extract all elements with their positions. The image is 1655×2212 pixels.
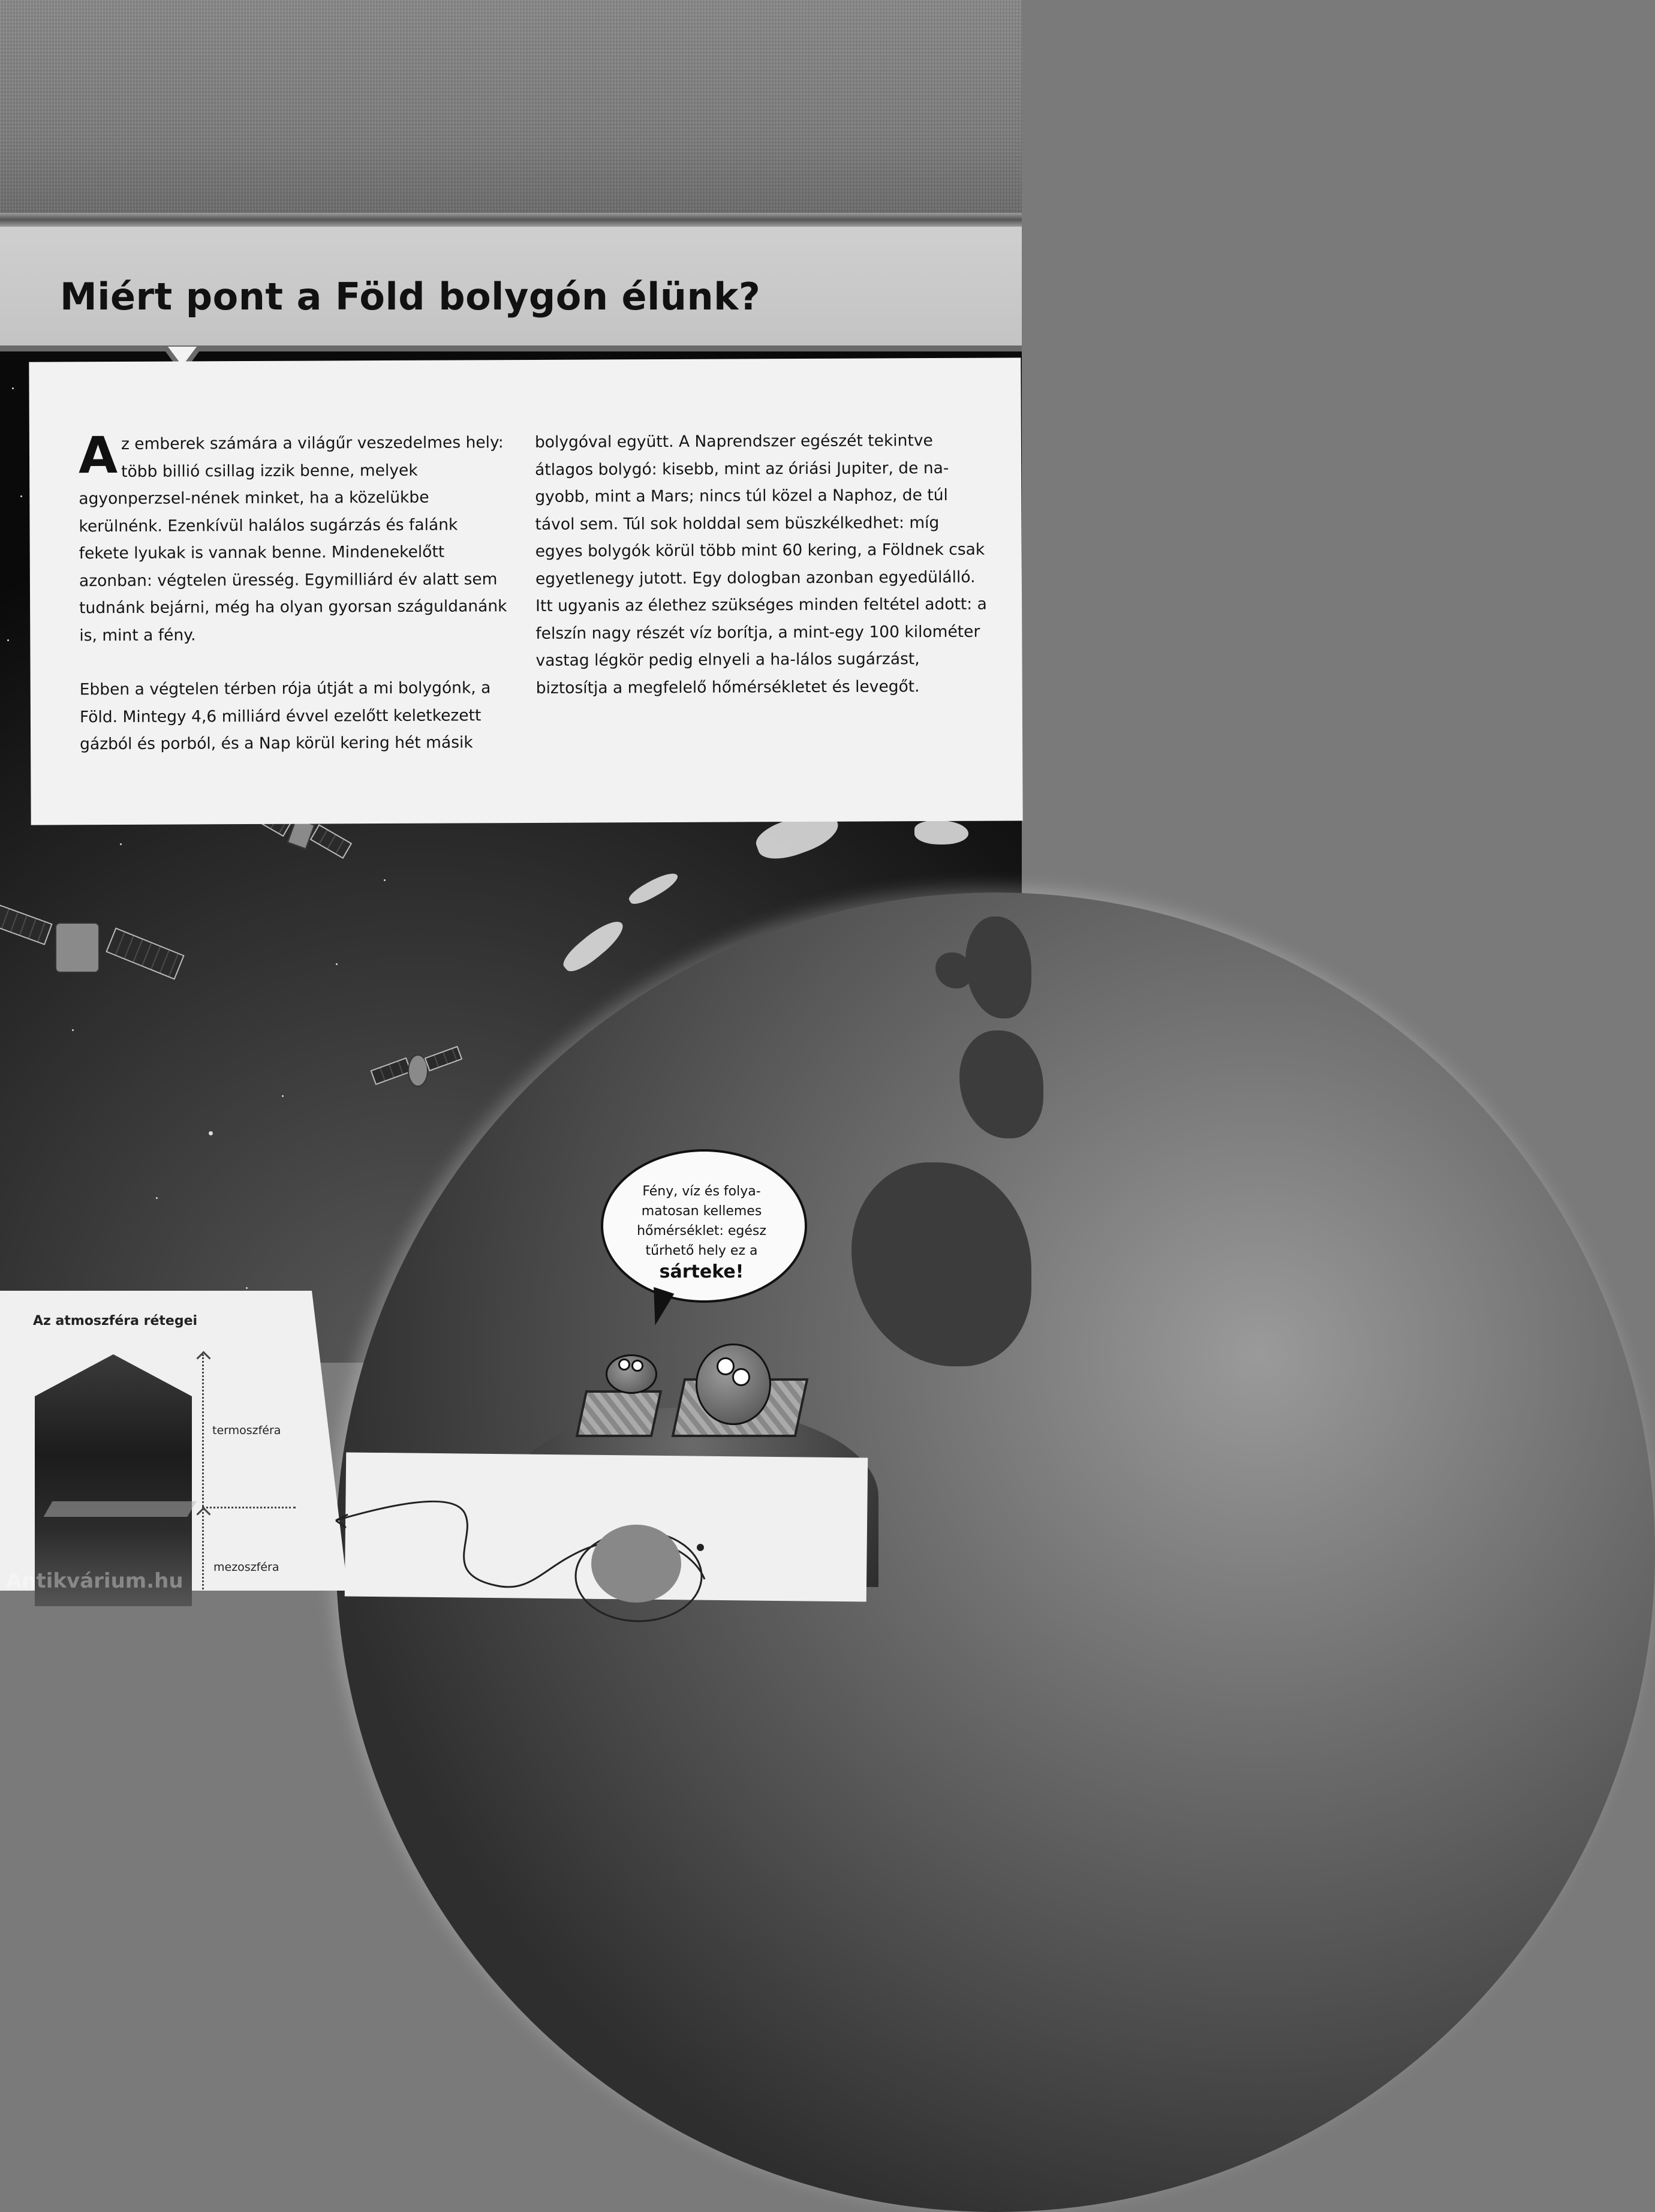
eye-icon [717,1357,735,1375]
watermark: Antikvárium.hu [6,1569,183,1593]
deck-chair [576,1390,663,1437]
cartoon-character [606,1354,657,1394]
book-page [0,227,1022,1593]
star [156,1197,158,1199]
title-band [0,227,1022,351]
star [120,843,122,845]
star [336,963,338,965]
eye-icon [631,1360,643,1372]
star [384,879,386,881]
star [7,639,9,641]
star [12,387,14,389]
carpet-background [0,0,1022,228]
atmosphere-layers-illustration [35,1354,192,1606]
dropcap: A [78,425,118,485]
page-title: Miért pont a Föld bolygón élünk? [60,275,761,318]
cloud [914,821,968,844]
title-pointer-inner [168,347,197,366]
speech-bubble-text [624,1182,780,1284]
article-paragraph: Ebben a végtelen térben rója útját a mi bolygónk, a Föld. Mintegy 4,6 milliárd évvel ezelőtt keletkezett gázból és porból, és a Nap körül kering hét másik [79,678,491,754]
article-text-box [29,357,1022,825]
article-paragraph-text: z emberek számára a világűr veszedelmes hely: több billió csillag izzik benne, melyek agyonperzsel-nének minket, ha a közelükbe kerülnénk. Ezenkívül halálos sugárzás és falánk fekete lyukak is vannak benne. Mindenekelőtt azonban: végtelen üresség. Egymilliárd év alatt sem tudnánk bejárni, még ha olyan gyorsan száguldanánk is, mint a fény. [79,433,507,645]
photo-stage [0,0,1022,1593]
layer-label-mesosphere: mezoszféra [213,1561,279,1574]
star [282,1095,284,1097]
star [209,1131,213,1135]
layer-boundary [43,1501,196,1517]
graduation-cap-icon [591,1525,681,1603]
layer-label-thermosphere: termoszféra [212,1424,281,1437]
cartoon-character [696,1344,771,1425]
star [246,1287,248,1289]
altitude-axis [202,1354,204,1589]
eye-icon [732,1368,750,1386]
speech-bubble-emphasis: sárteke! [659,1261,744,1282]
article-column-left [78,425,512,785]
satellite-icon [55,922,100,973]
article-paragraph: bolygóval együtt. A Naprendszer egészét tekintve átlagos bolygó: kisebb, mint az óriási Jupiter, de na-gyobb, mint a Mars; nincs túl közel a Naphoz, de túl távol sem. Túl sok holddal sem büszkélkedhet: míg egyes bolygók körül több mint 60 kering, a Földnek csak egyetlenegy jutott. Egy dologban azonban egyedülálló. Itt ugyanis az élethez szükséges minden feltétel adott: a felszín nagy részét víz borítja, a mint-egy 100 kilométer vastag légkör pedig elnyeli a ha-lálos sugárzást, biztosítja a megfelelő hőmérsékletet és levegőt. [534,431,987,698]
article-paragraph [78,425,511,649]
layer-boundary-line [202,1507,296,1508]
star [20,495,22,497]
star [72,1029,74,1031]
speech-bubble-body: Fény, víz és folya-matosan kellemes hőmérséklet: egész tűrhető hely ez a [637,1184,766,1258]
eye-icon [618,1359,630,1371]
atmosphere-title: Az atmoszféra rétegei [33,1314,198,1329]
article-column-right [535,427,992,729]
